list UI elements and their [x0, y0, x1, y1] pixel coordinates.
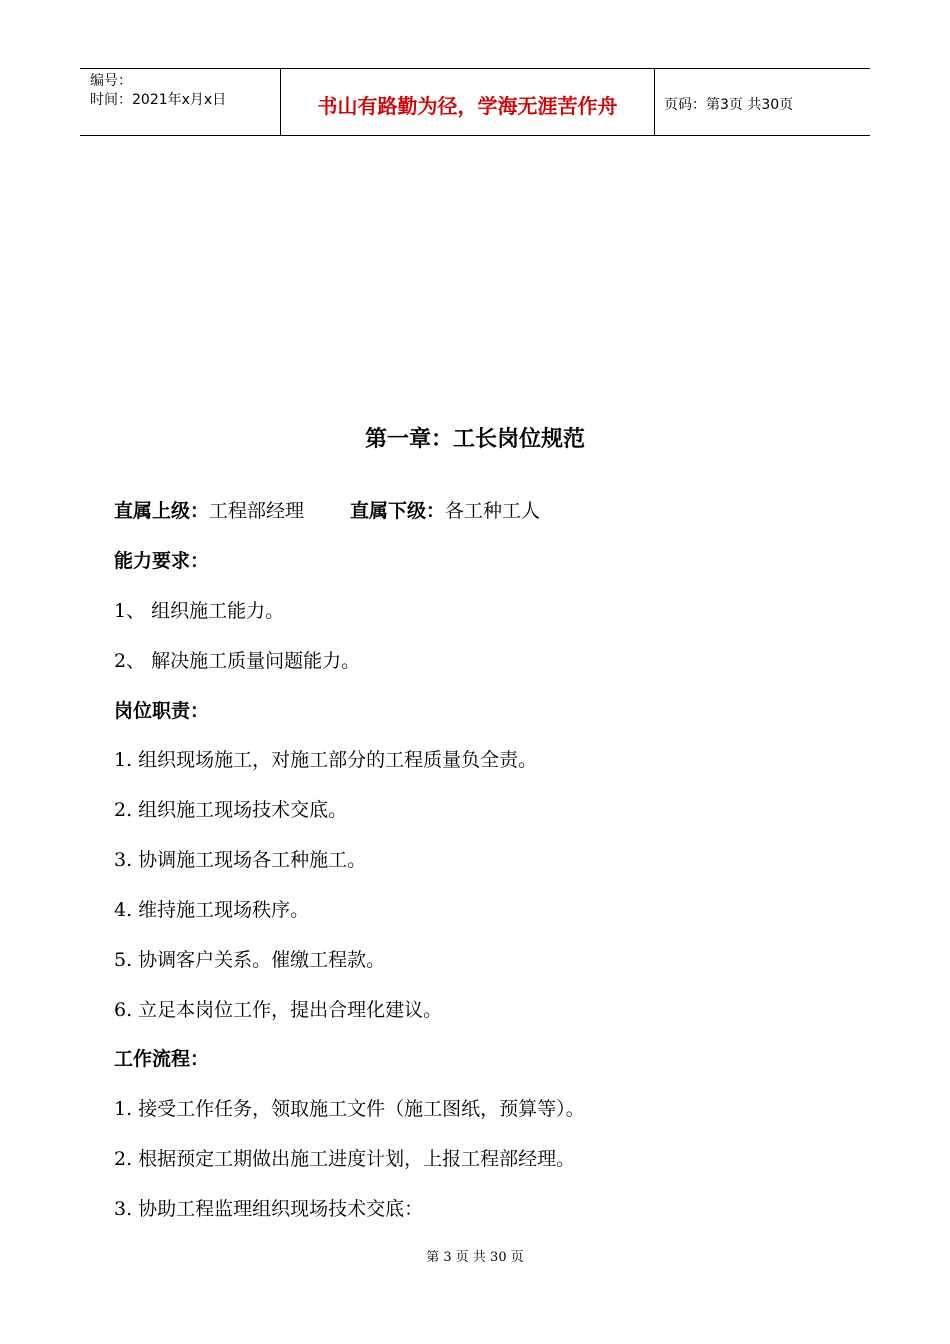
subordinate-value: 各工种工人: [445, 500, 541, 522]
duty-item: 5. 协调客户关系。催缴工程款。: [114, 949, 386, 971]
chapter-title: 第一章：工长岗位规范: [364, 426, 585, 452]
superior-label: 直属上级：: [114, 500, 210, 522]
duty-item: 3. 协调施工现场各工种施工。: [114, 849, 367, 871]
duty-item: 4. 维持施工现场秩序。: [114, 899, 310, 921]
duties-heading: 岗位职责：: [114, 700, 210, 722]
duty-item: 1. 组织现场施工，对施工部分的工程质量负全责。: [114, 749, 538, 771]
page-info: 页码：第3页 共30页: [664, 97, 794, 113]
motto: 书山有路勤为径，学海无涯苦作舟: [281, 69, 655, 135]
duty-item: 6. 立足本岗位工作，提出合理化建议。: [114, 999, 443, 1021]
page-footer: 第 3 页 共 30 页: [426, 1250, 524, 1265]
workflow-item: 1. 接受工作任务，领取施工文件（施工图纸，预算等）。: [114, 1098, 585, 1120]
superior-value: 工程部经理: [209, 500, 305, 522]
ability-heading: 能力要求：: [114, 550, 210, 572]
header-table: [80, 68, 870, 136]
workflow-item: 2. 根据预定工期做出施工进度计划，上报工程部经理。: [114, 1148, 576, 1170]
ability-item: 2、 解决施工质量问题能力。: [114, 650, 361, 672]
reporting-line: [114, 496, 540, 523]
time-label: 时间：2021年x月x日: [90, 92, 227, 108]
workflow-heading: 工作流程：: [114, 1048, 210, 1070]
number-label: 编号：: [90, 73, 132, 89]
ability-item: 1、 组织施工能力。: [114, 600, 285, 622]
subordinate-label: 直属下级：: [350, 500, 446, 522]
header-left-cell: [80, 69, 281, 135]
workflow-item: 3. 协助工程监理组织现场技术交底：: [114, 1198, 424, 1220]
duty-item: 2. 组织施工现场技术交底。: [114, 799, 348, 821]
